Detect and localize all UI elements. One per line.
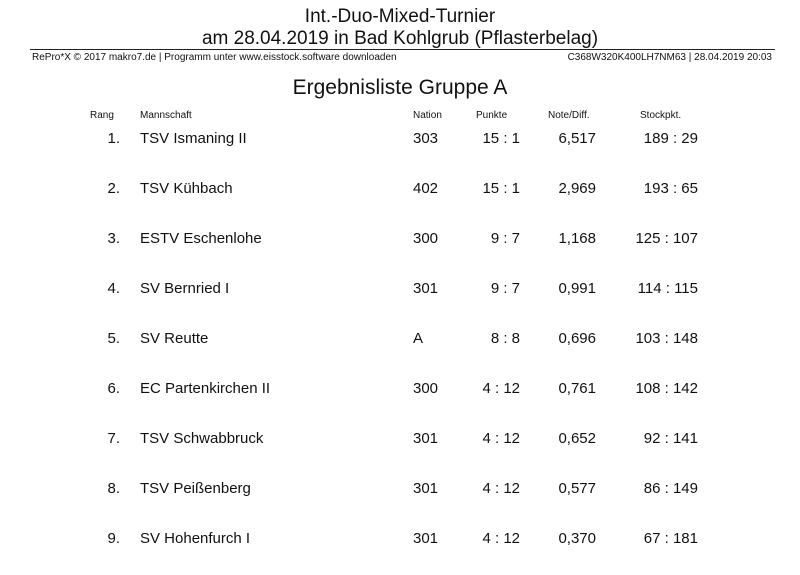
- note-cell: 0,991: [558, 280, 596, 297]
- column-header-rang: Rang: [90, 110, 114, 121]
- column-header-note: Note/Diff.: [548, 110, 590, 121]
- rank-cell: 2.: [107, 180, 120, 197]
- results-heading: Ergebnisliste Gruppe A: [292, 76, 508, 99]
- points-cell: 4 : 12: [482, 530, 520, 547]
- points-cell: 4 : 12: [482, 380, 520, 397]
- note-cell: 0,652: [558, 430, 596, 447]
- nation-cell: 300: [413, 230, 439, 247]
- note-cell: 2,969: [558, 180, 596, 197]
- stock-points-cell: 103 : 148: [635, 330, 698, 347]
- column-header-stockpunkte: Stockpkt.: [640, 110, 682, 121]
- table-row: [0, 229, 800, 253]
- column-header-nation: Nation: [413, 110, 442, 121]
- nation-cell: 300: [413, 380, 439, 397]
- rank-cell: 5.: [107, 330, 120, 347]
- stock-points-cell: 193 : 65: [643, 180, 698, 197]
- team-cell: TSV Peißenberg: [140, 480, 251, 497]
- stock-points-cell: 92 : 141: [643, 430, 698, 447]
- document-subtitle: am 28.04.2019 in Bad Kohlgrub (Pflasterbelag): [201, 28, 599, 49]
- nation-cell: 301: [413, 480, 439, 497]
- team-cell: ESTV Eschenlohe: [140, 230, 262, 247]
- table-row: [0, 479, 800, 503]
- column-header-mannschaft: Mannschaft: [140, 110, 192, 121]
- team-cell: TSV Kühbach: [140, 180, 233, 197]
- stock-points-cell: 86 : 149: [643, 480, 698, 497]
- points-cell: 15 : 1: [482, 180, 520, 197]
- note-cell: 6,517: [558, 130, 596, 147]
- table-row: [0, 529, 800, 553]
- nation-cell: 301: [413, 280, 439, 297]
- rank-cell: 3.: [107, 230, 120, 247]
- note-cell: 0,370: [558, 530, 596, 547]
- team-cell: SV Reutte: [140, 330, 209, 347]
- points-cell: 9 : 7: [490, 280, 520, 297]
- points-cell: 4 : 12: [482, 480, 520, 497]
- stock-points-cell: 189 : 29: [643, 130, 698, 147]
- table-row: [0, 129, 800, 153]
- team-cell: TSV Ismaning II: [140, 130, 247, 147]
- stock-points-cell: 125 : 107: [635, 230, 698, 247]
- table-row: [0, 179, 800, 203]
- points-cell: 4 : 12: [482, 430, 520, 447]
- table-row: [0, 379, 800, 403]
- table-row: [0, 329, 800, 353]
- team-cell: SV Bernried I: [140, 280, 230, 297]
- header-rule: [30, 49, 775, 50]
- rank-cell: 6.: [107, 380, 120, 397]
- table-row: [0, 279, 800, 303]
- nation-cell: 301: [413, 430, 439, 447]
- print-code-timestamp: C368W320K400LH7NM63 | 28.04.2019 20:03: [567, 52, 772, 63]
- nation-cell: 402: [413, 180, 439, 197]
- note-cell: 1,168: [558, 230, 596, 247]
- rank-cell: 9.: [107, 530, 120, 547]
- document-title: Int.-Duo-Mixed-Turnier: [304, 6, 496, 27]
- team-cell: EC Partenkirchen II: [140, 380, 271, 397]
- nation-cell: A: [413, 330, 424, 347]
- note-cell: 0,577: [558, 480, 596, 497]
- rank-cell: 8.: [107, 480, 120, 497]
- points-cell: 15 : 1: [482, 130, 520, 147]
- column-header-punkte: Punkte: [476, 110, 508, 121]
- team-cell: SV Hohenfurch I: [140, 530, 251, 547]
- nation-cell: 303: [413, 130, 439, 147]
- software-credit: RePro*X © 2017 makro7.de | Programm unter www.eisstock.software downloaden: [32, 52, 397, 63]
- stock-points-cell: 67 : 181: [643, 530, 698, 547]
- nation-cell: 301: [413, 530, 439, 547]
- note-cell: 0,696: [558, 330, 596, 347]
- rank-cell: 4.: [107, 280, 120, 297]
- stock-points-cell: 114 : 115: [637, 280, 698, 297]
- rank-cell: 7.: [107, 430, 120, 447]
- team-cell: TSV Schwabbruck: [140, 430, 264, 447]
- table-row: [0, 429, 800, 453]
- rank-cell: 1.: [107, 130, 120, 147]
- points-cell: 8 : 8: [490, 330, 520, 347]
- note-cell: 0,761: [558, 380, 596, 397]
- stock-points-cell: 108 : 142: [635, 380, 698, 397]
- points-cell: 9 : 7: [490, 230, 520, 247]
